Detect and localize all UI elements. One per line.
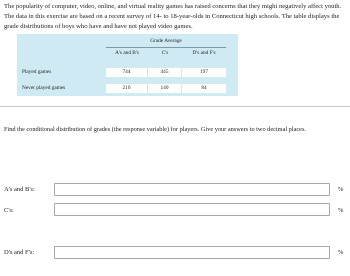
answer-input-df[interactable] xyxy=(54,246,330,259)
percent-unit-ab: % xyxy=(338,186,344,193)
answer-input-c[interactable] xyxy=(54,203,330,216)
percent-unit-c: % xyxy=(338,207,344,214)
answer-label-c: C's: xyxy=(4,207,14,214)
cell-played-df: 197 xyxy=(182,68,226,77)
cell-never-c: 140 xyxy=(148,84,181,93)
cell-played-c: 445 xyxy=(148,68,181,77)
column-header-c: C's xyxy=(161,50,169,56)
grade-table xyxy=(17,34,238,96)
question-text: Find the conditional distribution of grades (the response variable) for players. Give your answers to two decimal places. xyxy=(4,126,306,133)
table-group-header: Grade Average xyxy=(150,38,182,44)
column-header-ab: A's and B's xyxy=(115,50,139,56)
percent-unit-df: % xyxy=(338,249,344,256)
problem-intro: The popularity of computer, video, online, and virtual reality games has raised concerns that they might negatively affect youth. The data in this exercise are based on a recent survey of 14- to 18-year-olds in Connecticut high schools. The table displays the grade distributions of boys who have and have not played video games. xyxy=(4,3,342,31)
cell-never-df: 84 xyxy=(182,84,226,93)
answer-label-df: D's and F's: xyxy=(4,249,35,256)
answer-label-ab: A's and B's: xyxy=(4,186,35,193)
cell-played-ab: 744 xyxy=(106,68,147,77)
answer-input-ab[interactable] xyxy=(54,183,330,196)
section-divider xyxy=(0,106,350,107)
row-label-played: Played games xyxy=(22,69,52,75)
cell-never-ab: 210 xyxy=(106,84,147,93)
row-label-never-played: Never played games xyxy=(22,85,66,91)
column-header-df: D's and F's xyxy=(192,50,216,56)
